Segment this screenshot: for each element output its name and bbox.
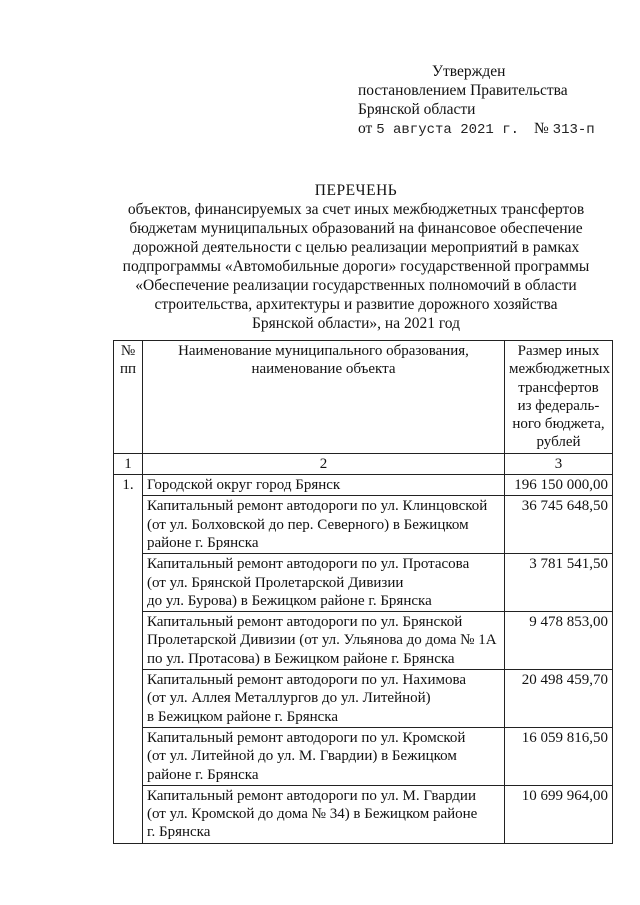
header-amount-line: из федераль- — [517, 397, 600, 414]
heading-line: «Обеспечение реализации государственных полномочий в области — [135, 277, 577, 294]
table-row — [114, 612, 613, 670]
object-name-line: г. Брянска — [147, 824, 211, 841]
header-num-line: № — [120, 343, 136, 359]
header-name — [143, 341, 505, 454]
header-amount-line: Размер иных — [517, 343, 600, 359]
table-row — [114, 785, 613, 843]
table-row — [114, 727, 613, 785]
object-amount: 3 781 541,50 — [505, 554, 613, 612]
document-title: ПЕРЕЧЕНЬ — [314, 182, 398, 199]
approval-date-line — [358, 119, 618, 140]
heading-line: объектов, финансируемых за счет иных межбюджетных трансфертов — [127, 201, 585, 218]
object-name — [143, 670, 505, 728]
group-num: 1. — [114, 475, 143, 496]
table-row — [114, 670, 613, 728]
object-name-line: (от ул. Брянской Пролетарской Дивизии — [147, 574, 404, 591]
heading-line: дорожной деятельности с целью реализации мероприятий в рамках — [132, 239, 580, 256]
group-name: Городской округ город Брянск — [143, 475, 505, 496]
approval-region: Брянской области — [358, 101, 476, 118]
object-name-line: Капитальный ремонт автодороги по ул. М. Гвардии — [147, 787, 476, 804]
column-number: 3 — [505, 453, 613, 474]
table-header-row — [114, 341, 613, 454]
object-name — [143, 785, 505, 843]
object-name-line: Капитальный ремонт автодороги по ул. Протасова — [147, 556, 470, 573]
object-amount: 36 745 648,50 — [505, 496, 613, 554]
header-amount — [505, 341, 613, 454]
table-row — [114, 496, 613, 554]
object-amount: 16 059 816,50 — [505, 727, 613, 785]
object-name-line: районе г. Брянска — [147, 766, 259, 783]
date-prefix: от — [358, 120, 373, 137]
group-row — [114, 475, 613, 496]
heading-line: строительства, архитектуры и развитие дорожного хозяйства — [154, 296, 558, 313]
object-name-line: районе г. Брянска — [147, 534, 259, 551]
header-amount-line: рублей — [536, 434, 581, 451]
header-name-line: наименование объекта — [251, 361, 396, 378]
objects-table — [113, 340, 613, 844]
header-amount-line: ного бюджета, — [512, 416, 605, 433]
object-name-line: Капитальный ремонт автодороги по ул. Кромской — [147, 729, 466, 746]
approval-title: Утвержден — [432, 63, 506, 80]
object-name-line: Пролетарской Дивизии (от ул. Ульянова до дома № 1А — [147, 632, 497, 649]
number-prefix: № — [534, 120, 549, 137]
header-amount-line: межбюджетных — [509, 361, 611, 378]
header-num-line: пп — [119, 361, 137, 378]
object-name-line: до ул. Бурова) в Бежицком районе г. Брянска — [147, 592, 432, 609]
approval-number: 313-п — [552, 122, 595, 138]
object-name-line: Капитальный ремонт автодороги по ул. Нахимова — [147, 672, 467, 689]
heading-line: Брянской области», на 2021 год — [251, 315, 461, 332]
object-name-line: (от ул. Литейной до ул. М. Гвардии) в Бежицком — [147, 748, 457, 765]
object-name-line: в Бежицком районе г. Брянска — [147, 708, 339, 725]
object-name-line: по ул. Протасова) в Бежицком районе г. Брянска — [147, 650, 455, 667]
object-amount: 10 699 964,00 — [505, 785, 613, 843]
approval-date: 5 августа 2021 г. — [376, 122, 520, 138]
object-name — [143, 612, 505, 670]
heading-line: бюджетам муниципальных образований на финансовое обеспечение — [129, 220, 583, 237]
approval-number-wrap — [534, 119, 595, 140]
object-name-line: Капитальный ремонт автодороги по ул. Брянской — [147, 614, 463, 631]
column-number: 2 — [143, 453, 505, 474]
object-name-line: (от ул. Кромской до дома № 34) в Бежицком районе — [147, 806, 478, 823]
object-name — [143, 496, 505, 554]
object-amount: 9 478 853,00 — [505, 612, 613, 670]
object-name-line: (от ул. Аллея Металлургов до ул. Литейной) — [147, 690, 431, 707]
object-name-line: Капитальный ремонт автодороги по ул. Клинцовской — [147, 498, 488, 515]
heading-line: подпрограммы «Автомобильные дороги» государственной программы — [122, 258, 590, 275]
object-amount: 20 498 459,70 — [505, 670, 613, 728]
group-amount: 196 150 000,00 — [505, 475, 613, 496]
column-number-row — [114, 453, 613, 474]
object-name-line: (от ул. Болховской до пер. Северного) в Бежицком — [147, 516, 469, 533]
table-row — [114, 554, 613, 612]
approval-authority: постановлением Правительства — [358, 82, 568, 99]
header-name-line: Наименование муниципального образования, — [178, 343, 469, 359]
header-num — [114, 341, 143, 454]
object-name — [143, 554, 505, 612]
approval-block — [358, 62, 618, 140]
column-number: 1 — [114, 453, 143, 474]
document-heading — [100, 181, 612, 333]
header-amount-line: трансфертов — [518, 379, 599, 396]
object-name — [143, 727, 505, 785]
